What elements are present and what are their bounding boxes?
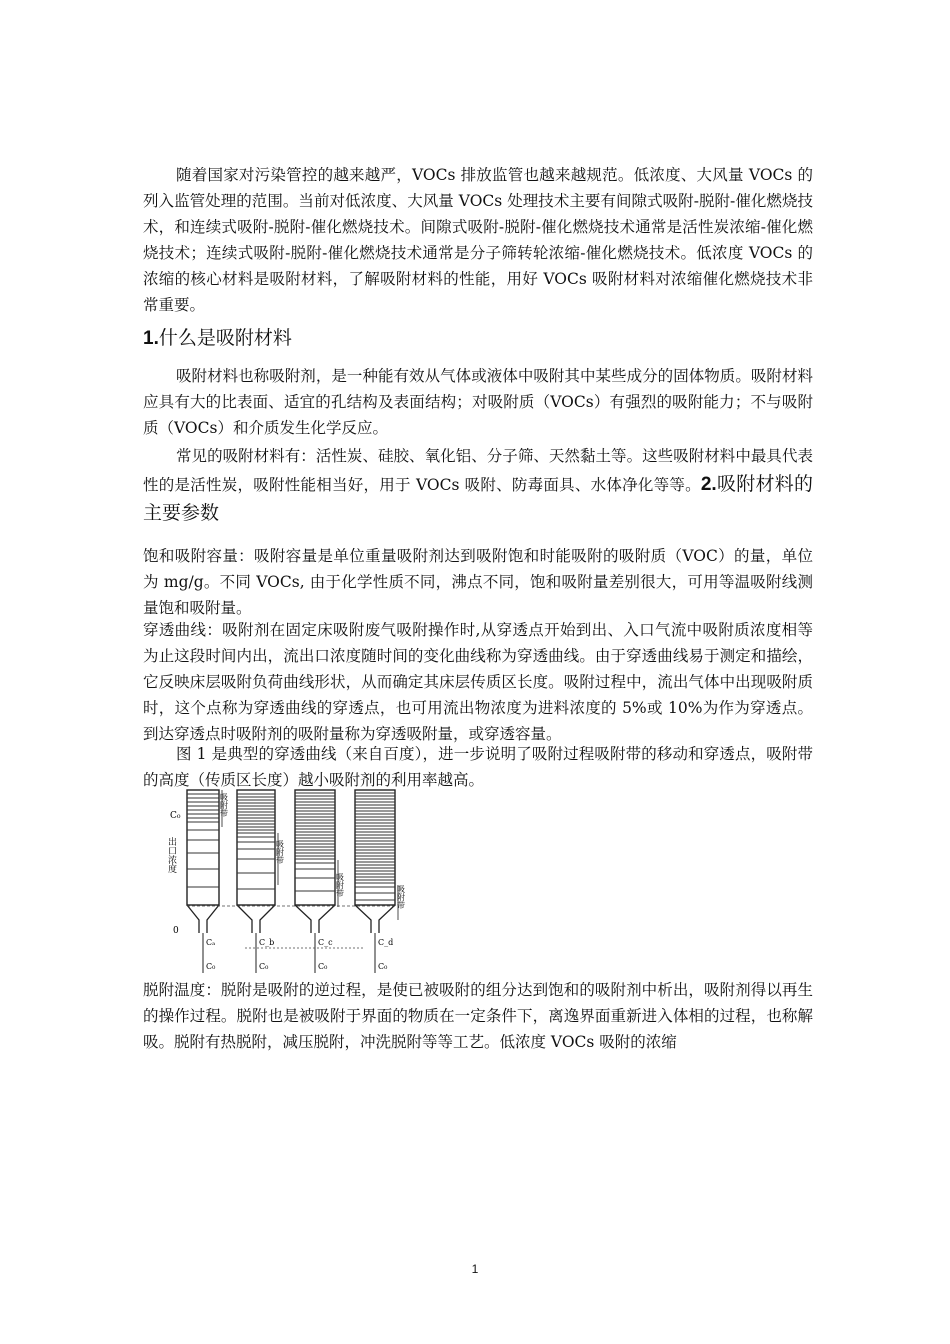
- column-4-band-label: 吸附带: [396, 885, 406, 909]
- adsorption-column-2: [237, 790, 285, 973]
- section-2-title: 吸附材料的主要参数: [143, 473, 813, 524]
- figure-c0-label: C₀: [170, 811, 181, 821]
- paragraph-common-adsorbents-text: 常见的吸附材料有：活性炭、硅胶、氧化铝、分子筛、天然黏土等。这些吸附材料中最具代表性的是活性炭，吸附性能相当好，用于 VOCs 吸附、防毒面具、水体净化等等。: [143, 447, 813, 494]
- column-1-band-label: 吸附带: [219, 793, 229, 817]
- column-1-outlet-label: Cₐ: [206, 938, 216, 947]
- paragraph-adsorbent-definition: 吸附材料也称吸附剂，是一种能有效从气体或液体中吸附其中某些成分的固体物质。吸附材料应具有大的比表面、适宜的孔结构及表面结构；对吸附质（VOCs）有强烈的吸附能力；不与吸附质（VOCs）和介质发生化学反应。: [143, 367, 813, 437]
- adsorption-column-3: [295, 790, 345, 973]
- section-1-number: 1.: [143, 328, 159, 349]
- paragraph-breakthrough-curve: 穿透曲线：吸附剂在固定床吸附废气吸附操作时,从穿透点开始到出、入口气流中吸附质浓度相等为止这段时间内出，流出口浓度随时间的变化曲线称为穿透曲线。由于穿透曲线易于测定和描绘，它反映床层吸附负荷曲线形状，从而确定其床层传质区长度。吸附过程中，流出气体中出现吸附质时，这个点称为穿透曲线的穿透点，也可用流出物浓度为进料浓度的 5%或 10%为作为穿透点。到达穿透点时吸附剂的吸附量称为穿透吸附量，或穿透容量。: [143, 621, 813, 743]
- column-2-band-label: 吸附带: [275, 840, 285, 864]
- paragraph-saturation-capacity: 饱和吸附容量：吸附容量是单位重量吸附剂达到吸附饱和时能吸附的吸附质（VOC）的量，单位为 mg/g。不同 VOCs, 由于化学性质不同，沸点不同，饱和吸附量差别很大，可用等温吸附线测量饱和吸附量。: [143, 547, 813, 617]
- column-3-outlet-label: C_c: [318, 938, 333, 947]
- column-2-bottom-label: C₀: [259, 962, 269, 971]
- adsorption-column-4: [355, 790, 406, 973]
- column-4-bottom-label: C₀: [378, 962, 388, 971]
- page-number: 1: [471, 1262, 479, 1276]
- section-1-heading: [143, 324, 813, 353]
- column-4-outlet-label: C_d: [378, 938, 394, 947]
- column-3-bottom-label: C₀: [318, 962, 328, 971]
- column-2-outlet-label: C_b: [259, 938, 275, 947]
- section-2-number: 2.: [700, 474, 717, 495]
- intro-paragraph: 随着国家对污染管控的越来越严，VOCs 排放监管也越来越规范。低浓度、大风量 VOCs 的列入监管处理的范围。当前对低浓度、大风量 VOCs 处理技术主要有间隙式吸附-脱附-催化燃烧技术，和连续式吸附-脱附-催化燃烧技术。间隙式吸附-脱附-催化燃烧技术通常是活性炭浓缩-催化燃烧技术；连续式吸附-脱附-催化燃烧技术通常是分子筛转轮浓缩-催化燃烧技术。低浓度 VOCs 的浓缩的核心材料是吸附材料，了解吸附材料的性能，用好 VOCs 吸附材料对浓缩催化燃烧技术非常重要。: [143, 166, 813, 314]
- paragraph-figure-description: 图 1 是典型的穿透曲线（来自百度），进一步说明了吸附过程吸附带的移动和穿透点，吸附带的高度（传质区长度）越小吸附剂的利用率越高。: [143, 745, 813, 789]
- breakthrough-curve-figure: [165, 785, 430, 977]
- paragraph-common-adsorbents: [143, 442, 813, 528]
- section-1-title: 什么是吸附材料: [158, 327, 292, 349]
- figure-zero-label: 0: [173, 926, 179, 936]
- paragraph-desorption-temperature: 脱附温度：脱附是吸附的逆过程，是使已被吸附的组分达到饱和的吸附剂中析出，吸附剂得以再生的操作过程。脱附也是被吸附于界面的物质在一定条件下，离逸界面重新进入体相的过程，也称解吸。脱附有热脱附，减压脱附，冲洗脱附等等工艺。低浓度 VOCs 吸附的浓缩: [143, 981, 813, 1051]
- column-1-bottom-label: C₀: [206, 962, 216, 971]
- adsorption-column-1: [187, 790, 229, 973]
- column-3-band-label: 吸附带: [335, 873, 345, 897]
- figure-yaxis-label: 出口浓度: [166, 837, 176, 873]
